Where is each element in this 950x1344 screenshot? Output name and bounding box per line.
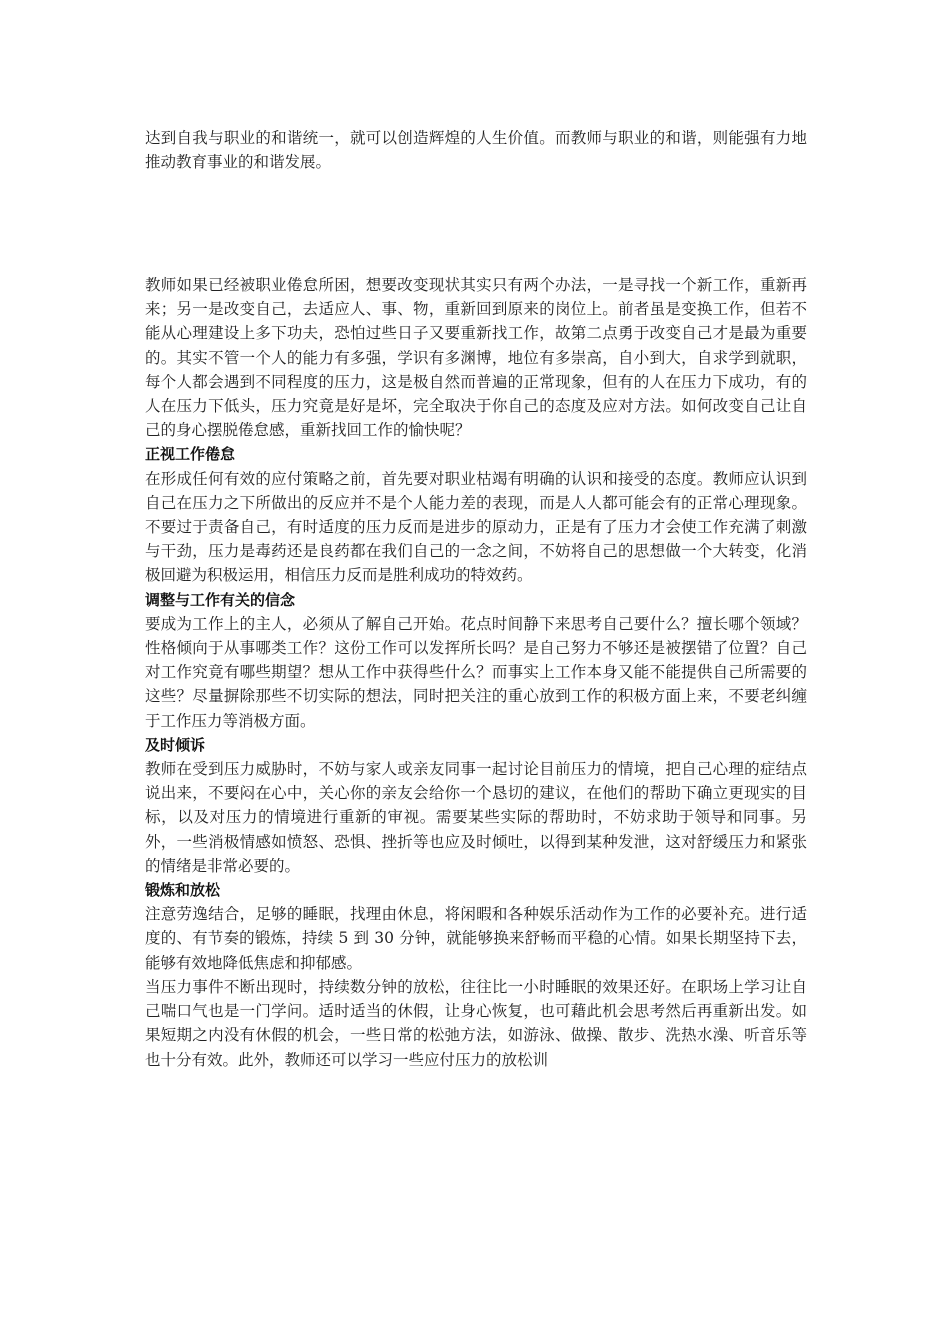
section-heading: 及时倾诉 bbox=[145, 735, 206, 754]
section-paragraph: 当压力事件不断出现时，持续数分钟的放松，往往比一小时睡眠的效果还好。在职场上学习让自己喘口气也是一门学问。适时适当的休假，让身心恢复，也可藉此机会思考然后再重新出发。如果短期之内没有休假的机会，一些日常的松弛方法，如游泳、做操、散步、洗热水澡、听音乐等也十分有效。此外，教师还可以学习一些应付压力的放松训 bbox=[145, 977, 807, 1069]
intro-paragraph: 达到自我与职业的和谐统一，就可以创造辉煌的人生价值。而教师与职业的和谐，则能强有力地推动教育事业的和谐发展。 bbox=[145, 129, 807, 172]
opening-paragraph: 教师如果已经被职业倦怠所困，想要改变现状其实只有两个办法，一是寻找一个新工作，重新再来；另一是改变自己，去适应人、事、物，重新回到原来的岗位上。前者虽是变换工作，但若不能从心理建设上多下功夫，恐怕过些日子又要重新找工作，故第二点勇于改变自己才是最为重要的。其实不管一个人的能力有多强，学识有多渊博，地位有多崇高，自小到大，自求学到就职，每个人都会遇到不同程度的压力，这是极自然而普遍的正常现象，但有的人在压力下成功，有的人在压力下低头，压力究竟是好是坏，完全取决于你自己的态度及应对方法。如何改变自己让自己的身心摆脱倦怠感，重新找回工作的愉快呢？ bbox=[145, 276, 807, 440]
section-paragraph: 要成为工作上的主人，必须从了解自己开始。花点时间静下来思考自己要什么？擅长哪个领域？性格倾向于从事哪类工作？这份工作可以发挥所长吗？是自己努力不够还是被摆错了位置？自己对工作究竟有哪些期望？想从工作中获得些什么？而事实上工作本身又能不能提供自己所需要的这些？尽量摒除那些不切实际的想法，同时把关注的重心放到工作的积极方面上来，不要老纠缠于工作压力等消极方面。 bbox=[145, 614, 807, 730]
section-heading: 正视工作倦怠 bbox=[145, 445, 236, 464]
section-paragraph: 在形成任何有效的应付策略之前，首先要对职业枯竭有明确的认识和接受的态度。教师应认识到自己在压力之下所做出的反应并不是个人能力差的表现，而是人人都可能会有的正常心理现象。不要过于责备自己，有时适度的压力反而是进步的原动力，正是有了压力才会使工作充满了刺激与干劲，压力是毒药还是良药都在我们自己的一念之间，不妨将自己的思想做一个大转变，化消极回避为积极运用，相信压力反而是胜利成功的特效药。 bbox=[145, 469, 807, 585]
main-block bbox=[145, 273, 807, 1072]
section-heading: 调整与工作有关的信念 bbox=[145, 590, 296, 609]
section-paragraph: 注意劳逸结合，足够的睡眠，找理由休息，将闲暇和各种娱乐活动作为工作的必要补充。进行适度的、有节奏的锻炼，持续 5 到 30 分钟，就能够换来舒畅而平稳的心情。如果长期坚持下去，能够有效地降低焦虑和抑郁感。 bbox=[145, 905, 807, 972]
intro-block bbox=[145, 126, 807, 174]
section-paragraph: 教师在受到压力威胁时，不妨与家人或亲友同事一起讨论目前压力的情境，把自己心理的症结点说出来，不要闷在心中，关心你的亲友会给你一个恳切的建议，在他们的帮助下确立更现实的目标，以及对压力的情境进行重新的审视。需要某些实际的帮助时，不妨求助于领导和同事。另外，一些消极情感如愤怒、恐惧、挫折等也应及时倾吐，以得到某种发泄，这对舒缓压力和紧张的情绪是非常必要的。 bbox=[145, 760, 807, 875]
section-heading: 锻炼和放松 bbox=[145, 881, 221, 900]
